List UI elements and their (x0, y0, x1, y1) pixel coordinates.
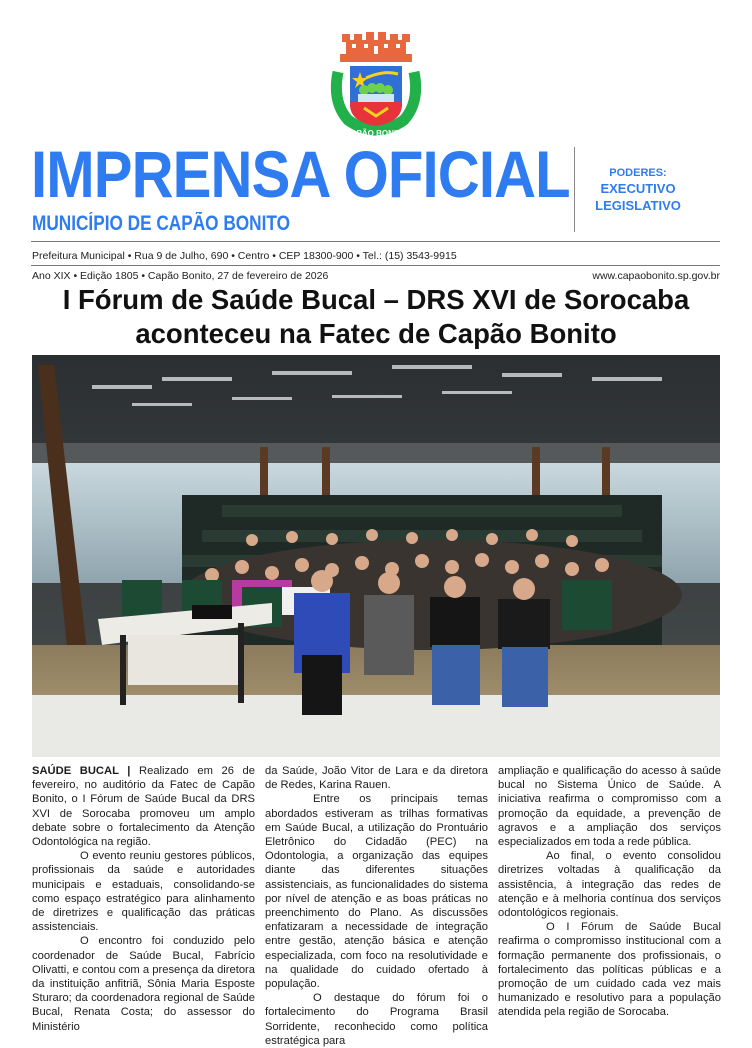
headline-line-1: I Fórum de Saúde Bucal – DRS XVI de Sorocaba (62, 284, 690, 315)
masthead-subtitle: MUNICÍPIO DE CAPÃO BONITO (32, 212, 291, 235)
masthead-title: IMPRENSA OFICIAL (31, 137, 570, 211)
masthead-divider (574, 147, 575, 232)
website-link[interactable]: www.capaobonito.sp.gov.br (592, 270, 720, 282)
paragraph: O I Fórum de Saúde Bucal reafirma o compromisso institucional com a formação permanente dos profissionais, o fortalecimento das políticas públicas e a promoção de um cuidado cada vez mais humanizado e resolutivo para a população atendida pela região de Sorocaba. (498, 921, 721, 1019)
article-headline (30, 283, 722, 351)
auditorium-photo-illustration (32, 355, 720, 757)
article-column-3 (498, 764, 721, 1048)
article-photo (32, 355, 720, 757)
header-rule-top (31, 241, 720, 242)
paragraph: ampliação e qualificação do acesso à saúde bucal no Sistema Único de Saúde. A iniciativa reafirma o compromisso com a promoção da equidade, a prevenção de agravos e a ampliação dos serviços especializados em toda a rede pública. (498, 765, 721, 849)
article-column-2 (265, 764, 488, 1048)
section-kicker: SAÚDE BUCAL | (32, 765, 131, 777)
paragraph: O encontro foi conduzido pelo coordenador de Saúde Bucal, Fabrício Olivatti, e contou com a presença da diretora da instituição anfitriã, Sônia Maria Esposte Sturaro; da coordenadora regional de Saúde Bucal, Renata Costa; do assessor do Ministério (32, 935, 255, 1033)
article-column-1 (32, 764, 255, 1048)
headline-line-2: aconteceu na Fatec de Capão Bonito (135, 318, 617, 349)
paragraph-text: Realizado em 26 de fevereiro, no auditório da Fatec de Capão Bonito, o I Fórum de Saúde Bucal da DRS XVI de Sorocaba promoveu um amplo debate sobre o fortalecimento da Atenção Odontológica na região. (32, 765, 255, 849)
power-executive: EXECUTIVO (600, 181, 676, 196)
powers-label: PODERES: (609, 167, 667, 179)
municipal-crest (328, 32, 424, 140)
address-line: Prefeitura Municipal • Rua 9 de Julho, 690 • Centro • CEP 18300-900 • Tel.: (15) 3543-9915 (32, 250, 457, 262)
paragraph: O evento reuniu gestores públicos, profissionais da saúde e autoridades municipais e estaduais, consolidando-se como espaço estratégico para alinhamento de diretrizes e qualificação das práticas assistenciais. (32, 850, 255, 934)
powers-block (588, 166, 688, 214)
coat-of-arms-icon (328, 32, 424, 140)
article-body (32, 764, 722, 1048)
paragraph: da Saúde, João Vitor de Lara e da diretora de Redes, Karina Rauen. (265, 765, 488, 792)
paragraph: Ao final, o evento consolidou diretrizes voltadas à qualificação da assistência, à integração das redes de atenção e à melhoria contínua dos serviços odontológicos regionais. (498, 850, 721, 920)
paragraph: O destaque do fórum foi o fortalecimento do Programa Brasil Sorridente, reconhecido como política estratégica para (265, 992, 488, 1047)
edition-line: Ano XIX • Edição 1805 • Capão Bonito, 27 de fevereiro de 2026 (32, 270, 329, 282)
svg-text:CAPÃO BONITO: CAPÃO BONITO (344, 129, 408, 138)
power-legislative: LEGISLATIVO (595, 198, 681, 213)
paragraph (32, 764, 255, 849)
paragraph: Entre os principais temas abordados estiveram as trilhas formativas em Saúde Bucal, a utilização do Prontuário Eletrônico do Cidadão (PEC) na Odontologia, a organização das equipes diante das diferentes situações assistenciais, as funcionalidades do sistema por nível de atenção e as boas práticas no preenchimento do Plano. As discussões enfatizaram a necessidade de integração entre gestão, atenção básica e atenção especializada, com foco na resolutividade e na qualidade do cuidado ofertado à população. (265, 793, 488, 991)
header-rule-bottom (31, 265, 720, 266)
